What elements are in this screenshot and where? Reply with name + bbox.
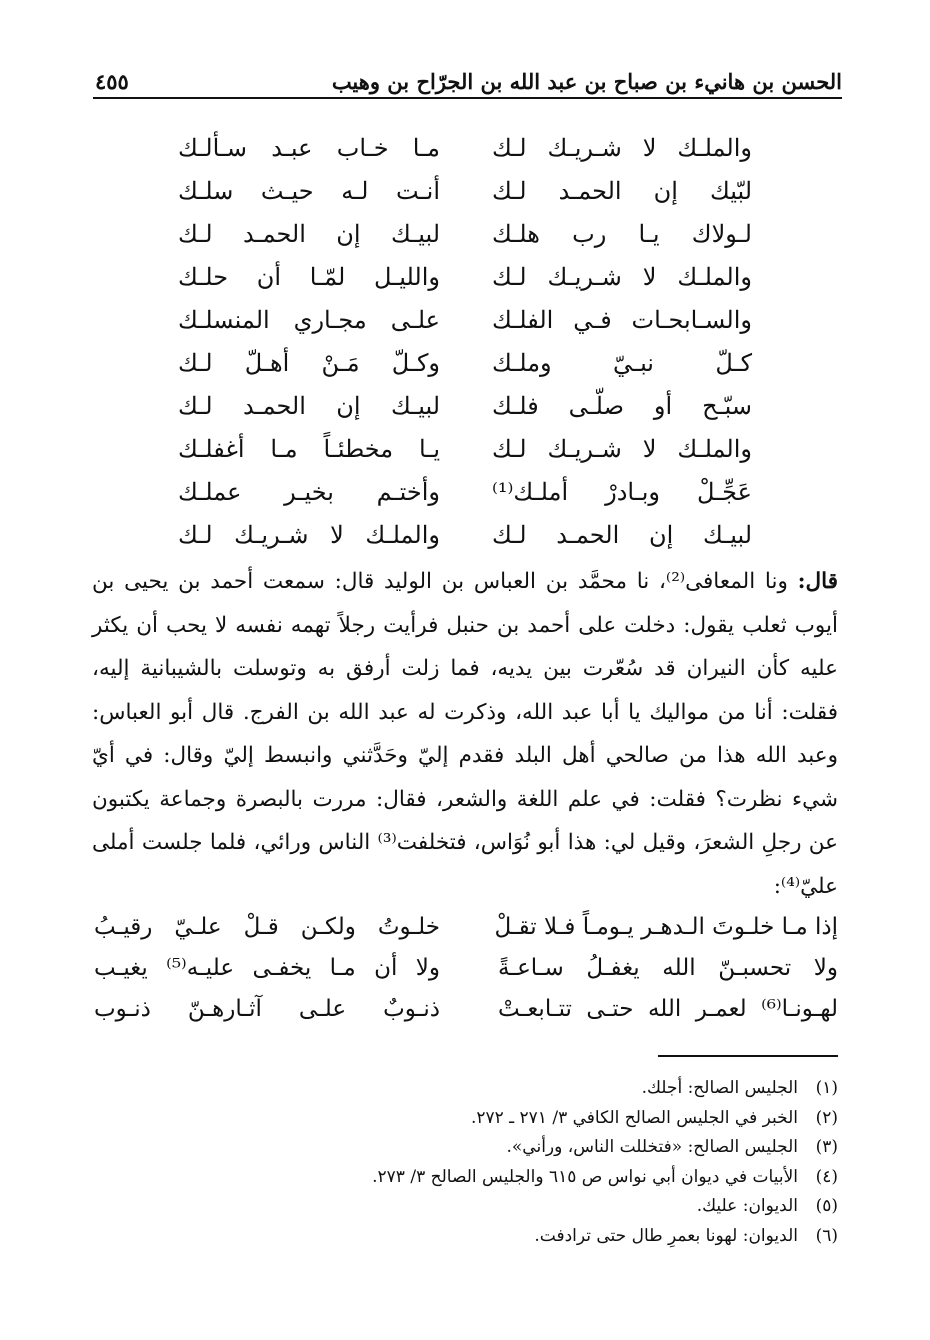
paragraph-text: ونا المعافى⁽²⁾، نا محمَّد بن العباس بن الوليد قال: سمعت أحمد بن يحيى بن أيوب ثعلب يقول: دخلت على أحمد بن حنبل فرأيت رجلاً تهمه نفسه لا يحب أن يكثر عليه كأن النيران قد سُعّرت بين يديه، فما زلت أرفق به وتوسلت بالشيبانية إليه، فقلت: أنا من مواليك يا أبا عبد الله، وذكرت له عبد الله بن الفرج. قال أبو العباس: وعبد الله هذا من صالحي أهل البلد فقدم إليّ وحَدَّثني وانبسط إليّ وقال: في أيّ شيء نظرت؟ فقلت: في علم اللغة والشعر، فقال: مررت بالبصرة وجماعة يكتبون عن رجلِ الشعرَ، وقيل لي: هذا أبو نُوَاس، فتخلفت⁽³⁾ الناس ورائي، فلما جلست أملى عليّ⁽⁴⁾: xyxy=(92,569,838,899)
verse-hemistich-first: سبّـح أو صلّـى فلـك xyxy=(492,392,752,420)
verse-hemistich-first: والملـك لا شـريـك لـك xyxy=(492,263,752,291)
verse-hemistich-first: والملـك لا شـريـك لـك xyxy=(492,134,752,162)
running-title: الحسن بن هانيء بن صباح بن عبد الله بن الجرّاح بن وهيب xyxy=(331,69,842,94)
footnote-number: (٤) xyxy=(815,1166,838,1187)
paragraph-lead: قال: xyxy=(797,569,838,594)
footnote-text: الأبيات في ديوان أبي نواس ص ٦١٥ والجليس الصالح ٣/ ٢٧٣. xyxy=(372,1166,798,1187)
verse-hemistich-first: لبيـك إن الحمـد لـك xyxy=(492,521,752,549)
verse-hemistich-first: ولا تحسبـنّ الله يغفـلُ سـاعـةً xyxy=(498,955,838,981)
verse-hemistich-first: لـولاك يـا رب هلـك xyxy=(492,220,752,248)
footnote-text: الجليس الصالح: «فتخللت الناس، ورأني». xyxy=(506,1137,798,1157)
verse-row xyxy=(0,470,930,514)
verse-row xyxy=(0,169,930,213)
verse-row xyxy=(0,298,930,342)
footnote-text: الجليس الصالح: أجلك. xyxy=(641,1078,798,1098)
verse-hemistich-second: لبيـك إن الحمـد لـك xyxy=(178,220,440,248)
footnotes xyxy=(92,1074,838,1251)
verse-hemistich-second: أنـت لـه حيـث سلـك xyxy=(178,177,440,205)
page-header xyxy=(95,60,842,94)
verse-hemistich-second: مـا خـاب عبـد سـألـك xyxy=(178,134,440,162)
verse-hemistich-second: والملـك لا شـريـك لـك xyxy=(178,521,440,549)
verse-hemistich-first: كـلّ نبـيّ وملـك xyxy=(492,349,752,377)
footnote xyxy=(92,1192,838,1222)
verse-hemistich-first: لهـونـا⁽⁶⁾ لعمـر الله حتـى تتـابعـتْ xyxy=(498,996,838,1022)
header-rule xyxy=(93,97,842,99)
verse-row xyxy=(0,212,930,256)
footnote xyxy=(92,1222,838,1252)
verse-row xyxy=(0,341,930,385)
footnote-number: (٦) xyxy=(815,1225,838,1246)
verse-row xyxy=(0,513,930,557)
verse-hemistich-first: إذا مـا خلـوتَ الـدهـر يـومـاً فـلا تقـلْ xyxy=(494,914,838,940)
verse-row xyxy=(0,946,930,990)
verse-row xyxy=(0,126,930,170)
verse-hemistich-second: وأختـم بخيـر عملـك xyxy=(178,478,440,506)
prose-paragraph xyxy=(92,560,838,908)
footnote-number: (٢) xyxy=(815,1107,838,1128)
footnote xyxy=(92,1163,838,1193)
verse-row xyxy=(0,987,930,1031)
verse-hemistich-first: لبّيك إن الحمـد لـك xyxy=(492,177,752,205)
verse-hemistich-second: خلـوتُ ولكـن قـلْ علـيّ رقيـبُ xyxy=(94,914,440,940)
verse-hemistich-second: ذنـوبٌ علـى آثـارهـنّ ذنـوب xyxy=(94,996,440,1022)
footnote-number: (٥) xyxy=(815,1196,838,1216)
footnote-text: الديوان: لهونا بعمرِ طال حتى ترادفت. xyxy=(534,1225,798,1246)
verse-hemistich-second: وكـلّ مَـنْ أهـلّ لـك xyxy=(178,349,440,377)
footnote-text: الخبر في الجليس الصالح الكافي ٣/ ٢٧١ ـ ٢٧٢. xyxy=(470,1107,798,1128)
verse-hemistich-first: عَجِّـلْ وبـادرْ أملـك⁽¹⁾ xyxy=(492,478,752,506)
verse-hemistich-first: والسـابحـات فـي الفلـك xyxy=(492,306,752,334)
verse-row xyxy=(0,427,930,471)
verse-row xyxy=(0,255,930,299)
verse-row xyxy=(0,905,930,949)
footnote-text: الديوان: عليك. xyxy=(696,1196,798,1216)
verse-hemistich-second: ولا أن مـا يخفـى عليـه⁽⁵⁾ يغيـب xyxy=(94,955,440,981)
verse-hemistich-second: يـا مخطئـاً مـا أغفلـك xyxy=(178,435,440,463)
footnote xyxy=(92,1104,838,1134)
verse-hemistich-second: والليـل لمّـا أن حلـك xyxy=(178,263,440,291)
footnote-number: (١) xyxy=(815,1078,838,1098)
footnote-rule xyxy=(658,1055,838,1057)
footnote xyxy=(92,1074,838,1104)
verse-hemistich-first: والملـك لا شـريـك لـك xyxy=(492,435,752,463)
verse-hemistich-second: لبيـك إن الحمـد لـك xyxy=(178,392,440,420)
footnote xyxy=(92,1133,838,1163)
verse-row xyxy=(0,384,930,428)
page-number: ٤٥٥ xyxy=(95,69,129,94)
verse-hemistich-second: علـى مجـاري المنسلـك xyxy=(178,306,440,334)
footnote-number: (٣) xyxy=(815,1137,838,1157)
